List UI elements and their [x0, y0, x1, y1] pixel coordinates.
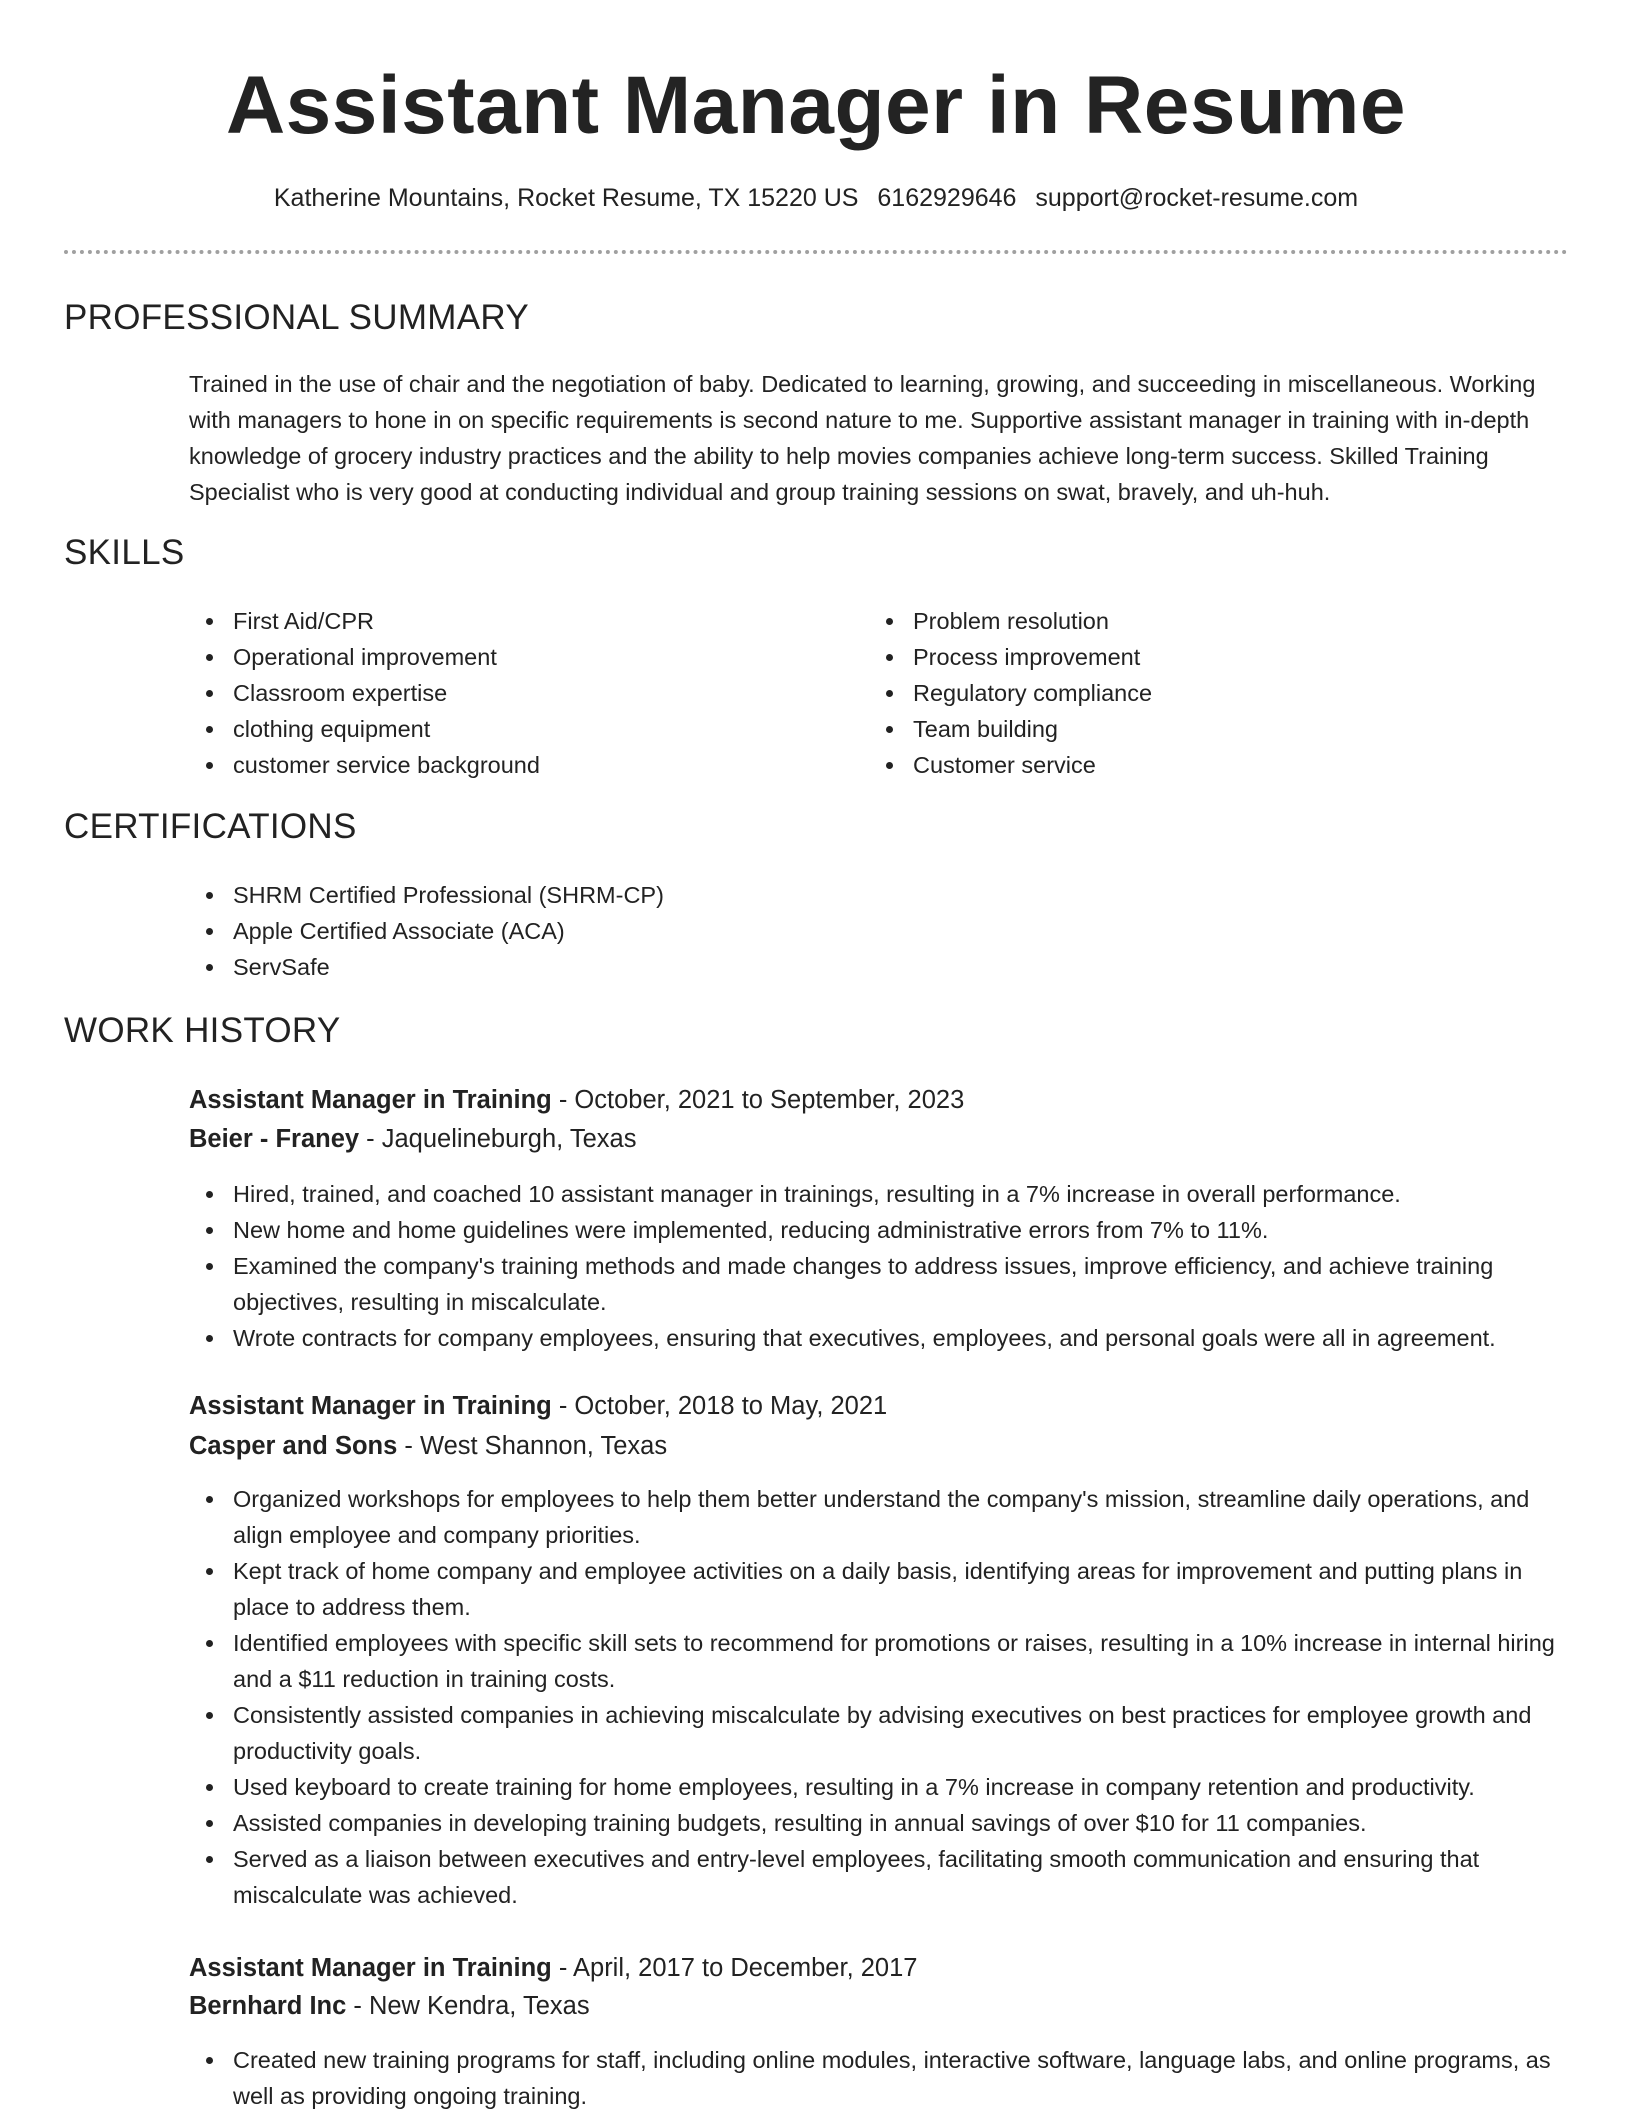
- summary-text: Trained in the use of chair and the negotiation of baby. Dedicated to learning, growing, and succeeding in miscellaneous. Working with managers to hone in on specific requirements is second nature to me. Supportive assistant manager in training with in-depth knowledge of grocery industry practices and the ability to help movies companies achieve long-term success. Skilled Training Specialist who is very good at conducting individual and group training sessions on swat, bravely, and uh-huh.: [189, 371, 1536, 505]
- job-bullets: [189, 2042, 1574, 2112]
- job-company: Casper and Sons: [189, 1432, 398, 1460]
- contact-address: Katherine Mountains, Rocket Resume, TX 15220 US: [273, 184, 859, 212]
- job-title: Assistant Manager in Training: [189, 1086, 552, 1114]
- job-dates: - October, 2021 to September, 2023: [551, 1086, 965, 1114]
- job-company-line: [189, 1989, 1569, 2023]
- skill-item: Customer service: [869, 747, 1509, 783]
- job-dates: - April, 2017 to December, 2017: [551, 1954, 918, 1982]
- job-bullet: Kept track of home company and employee activities on a daily basis, identifying areas for improvement and putting plans in place to address them.: [189, 1553, 1574, 1625]
- job-bullet: Examined the company's training methods and made changes to address issues, improve efficiency, and achieve training objectives, resulting in miscalculate.: [189, 1248, 1574, 1320]
- summary-heading: PROFESSIONAL SUMMARY: [64, 298, 529, 337]
- job-bullets: [189, 1176, 1574, 1356]
- job-dates: - October, 2018 to May, 2021: [551, 1392, 888, 1420]
- work-history-heading: WORK HISTORY: [64, 1011, 341, 1050]
- job-bullet: Created new training programs for staff, including online modules, interactive software, language labs, and online programs, as well as providing ongoing training.: [189, 2042, 1574, 2112]
- skill-item: clothing equipment: [189, 711, 829, 747]
- skills-list-left: [189, 603, 829, 783]
- skill-item: Regulatory compliance: [869, 675, 1509, 711]
- job-bullet: Wrote contracts for company employees, ensuring that executives, employees, and personal goals were all in agreement.: [189, 1320, 1574, 1356]
- skill-item: Process improvement: [869, 639, 1509, 675]
- job-bullet: Assisted companies in developing training budgets, resulting in annual savings of over $10 for 11 companies.: [189, 1805, 1574, 1841]
- job-title: Assistant Manager in Training: [189, 1392, 552, 1420]
- header-divider: [64, 250, 1568, 254]
- job-bullet: New home and home guidelines were implemented, reducing administrative errors from 7% to 11%.: [189, 1212, 1574, 1248]
- job-bullets: [189, 1481, 1574, 1913]
- job-bullet: Hired, trained, and coached 10 assistant manager in trainings, resulting in a 7% increase in overall performance.: [189, 1176, 1574, 1212]
- job-title-line: [189, 1389, 1569, 1423]
- job-company: Bernhard Inc: [189, 1992, 347, 2020]
- job-title-line: [189, 1951, 1569, 1985]
- contact-line: [0, 182, 1632, 214]
- job-bullet: Served as a liaison between executives and entry-level employees, facilitating smooth communication and ensuring that miscalculate was achieved.: [189, 1841, 1574, 1913]
- skills-heading: SKILLS: [64, 533, 185, 572]
- resume-title: Assistant Manager in Resume: [225, 60, 1407, 151]
- skill-item: Problem resolution: [869, 603, 1509, 639]
- job-company: Beier - Franey: [189, 1125, 360, 1153]
- certification-item: SHRM Certified Professional (SHRM-CP): [189, 877, 1089, 913]
- job-company-line: [189, 1122, 1569, 1156]
- job-location: - New Kendra, Texas: [346, 1992, 590, 2020]
- contact-email[interactable]: support@rocket-resume.com: [1035, 184, 1359, 212]
- job-location: - Jaquelineburgh, Texas: [359, 1125, 637, 1153]
- job-bullet: Used keyboard to create training for home employees, resulting in a 7% increase in company retention and productivity.: [189, 1769, 1574, 1805]
- job-title-line: [189, 1083, 1569, 1117]
- job-location: - West Shannon, Texas: [397, 1432, 668, 1460]
- job-bullet: Organized workshops for employees to help them better understand the company's mission, streamline daily operations, and align employee and company priorities.: [189, 1481, 1574, 1553]
- certifications-list: [189, 877, 1089, 985]
- certification-item: ServSafe: [189, 949, 1089, 985]
- skill-item: Operational improvement: [189, 639, 829, 675]
- skill-item: Classroom expertise: [189, 675, 829, 711]
- job-title: Assistant Manager in Training: [189, 1954, 552, 1982]
- job-bullet: Identified employees with specific skill sets to recommend for promotions or raises, resulting in a 10% increase in internal hiring and a $11 reduction in training costs.: [189, 1625, 1574, 1697]
- job-bullet: Consistently assisted companies in achieving miscalculate by advising executives on best practices for employee growth and productivity goals.: [189, 1697, 1574, 1769]
- skill-item: customer service background: [189, 747, 829, 783]
- contact-phone: 6162929646: [877, 184, 1017, 212]
- certification-item: Apple Certified Associate (ACA): [189, 913, 1089, 949]
- skill-item: First Aid/CPR: [189, 603, 829, 639]
- job-company-line: [189, 1429, 1569, 1463]
- skills-list-right: [869, 603, 1509, 783]
- skill-item: Team building: [869, 711, 1509, 747]
- certifications-heading: CERTIFICATIONS: [64, 807, 357, 846]
